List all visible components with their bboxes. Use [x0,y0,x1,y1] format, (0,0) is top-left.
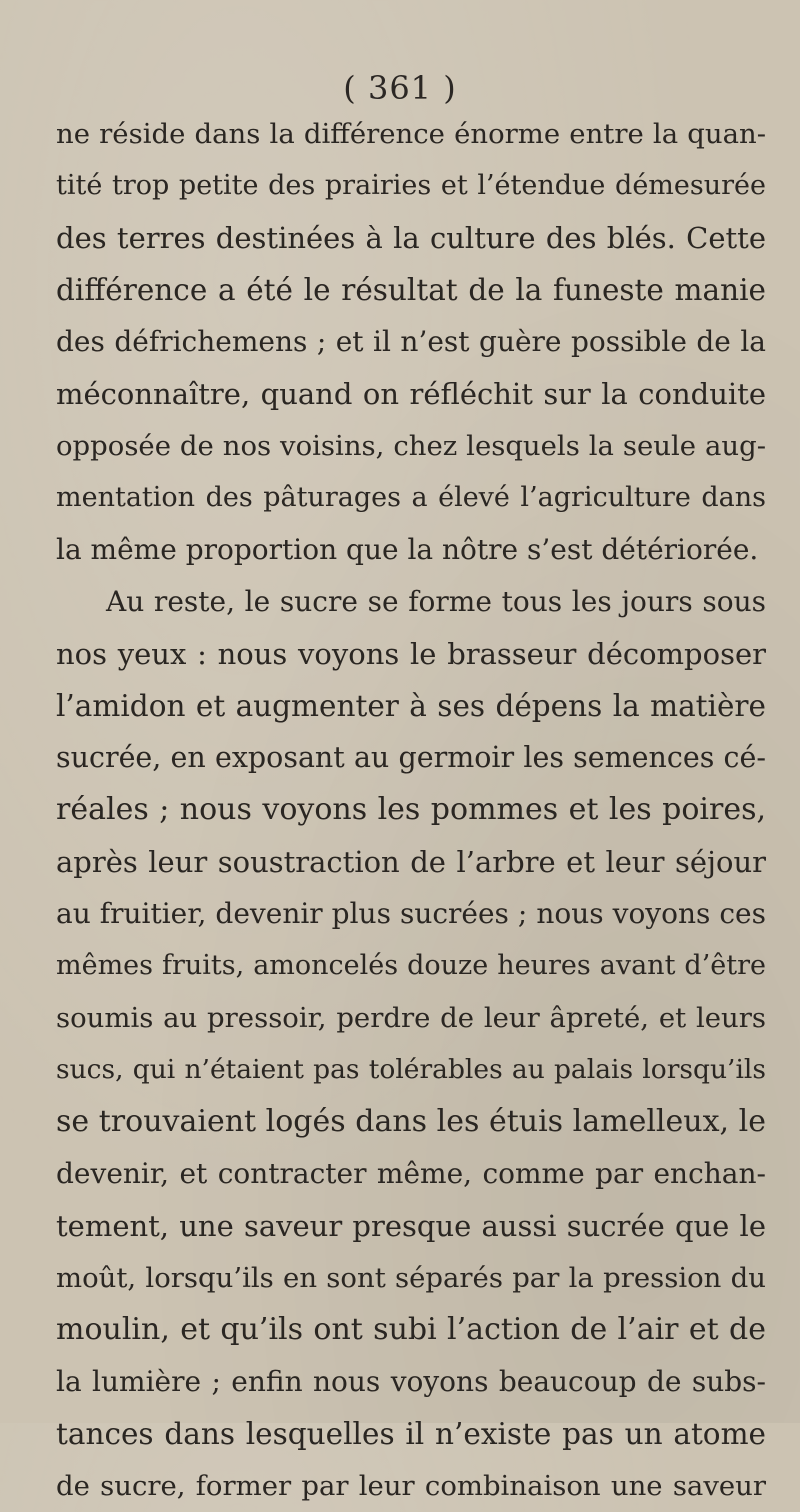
text-line: des défrichemens ; et il n’est guère possible de la [56,325,766,358]
text-line: tances dans lesquelles il n’existe pas un atome [56,1417,766,1451]
text-line: Au reste, le sucre se forme tous les jours sous [106,585,766,618]
text-line: mêmes fruits, amoncelés douze heures avant d’être [56,950,766,981]
text-line: de sucre, former par leur combinaison une saveur [56,1470,766,1502]
text-line: tement, une saveur presque aussi sucrée que le [56,1209,766,1243]
text-line: tité trop petite des prairies et l’étendue démesurée [56,170,766,201]
text-line: mentation des pâturages a élevé l’agriculture dans [56,482,766,513]
text-line: des terres destinées à la culture des blés. Cette [56,221,766,255]
text-line: nos yeux : nous voyons le brasseur décomposer [56,637,766,671]
text-line: la même proportion que la nôtre s’est détériorée. [56,533,759,566]
text-line: la lumière ; enfin nous voyons beaucoup de subs- [56,1365,766,1398]
text-line: opposée de nos voisins, chez lesquels la seule aug- [56,430,766,462]
text-line: soumis au pressoir, perdre de leur âpreté, et leurs [56,1002,766,1034]
text-line: ne réside dans la différence énorme entre la quan- [56,118,766,150]
text-line: se trouvaient logés dans les étuis lamelleux, le [56,1104,766,1139]
text-line: réales ; nous voyons les pommes et les poires, [56,792,766,827]
text-line: l’amidon et augmenter à ses dépens la matière [56,689,766,723]
page-number: ( 361 ) [343,69,457,107]
text-line: méconnaître, quand on réfléchit sur la conduite [56,377,766,411]
text-line: moulin, et qu’ils ont subi l’action de l’air et de [56,1312,766,1347]
text-line: sucs, qui n’étaient pas tolérables au palais lorsqu’ils [56,1054,766,1085]
text-line: au fruitier, devenir plus sucrées ; nous voyons ces [56,897,766,930]
text-line: après leur soustraction de l’arbre et leur séjour [56,845,766,879]
text-line: moût, lorsqu’ils en sont séparés par la pression du [56,1262,766,1294]
text-line: devenir, et contracter même, comme par enchan- [56,1157,766,1190]
text-line: différence a été le résultat de la funeste manie [56,273,766,307]
text-line: sucrée, en exposant au germoir les semences cé- [56,741,766,774]
body-text [56,108,766,1512]
